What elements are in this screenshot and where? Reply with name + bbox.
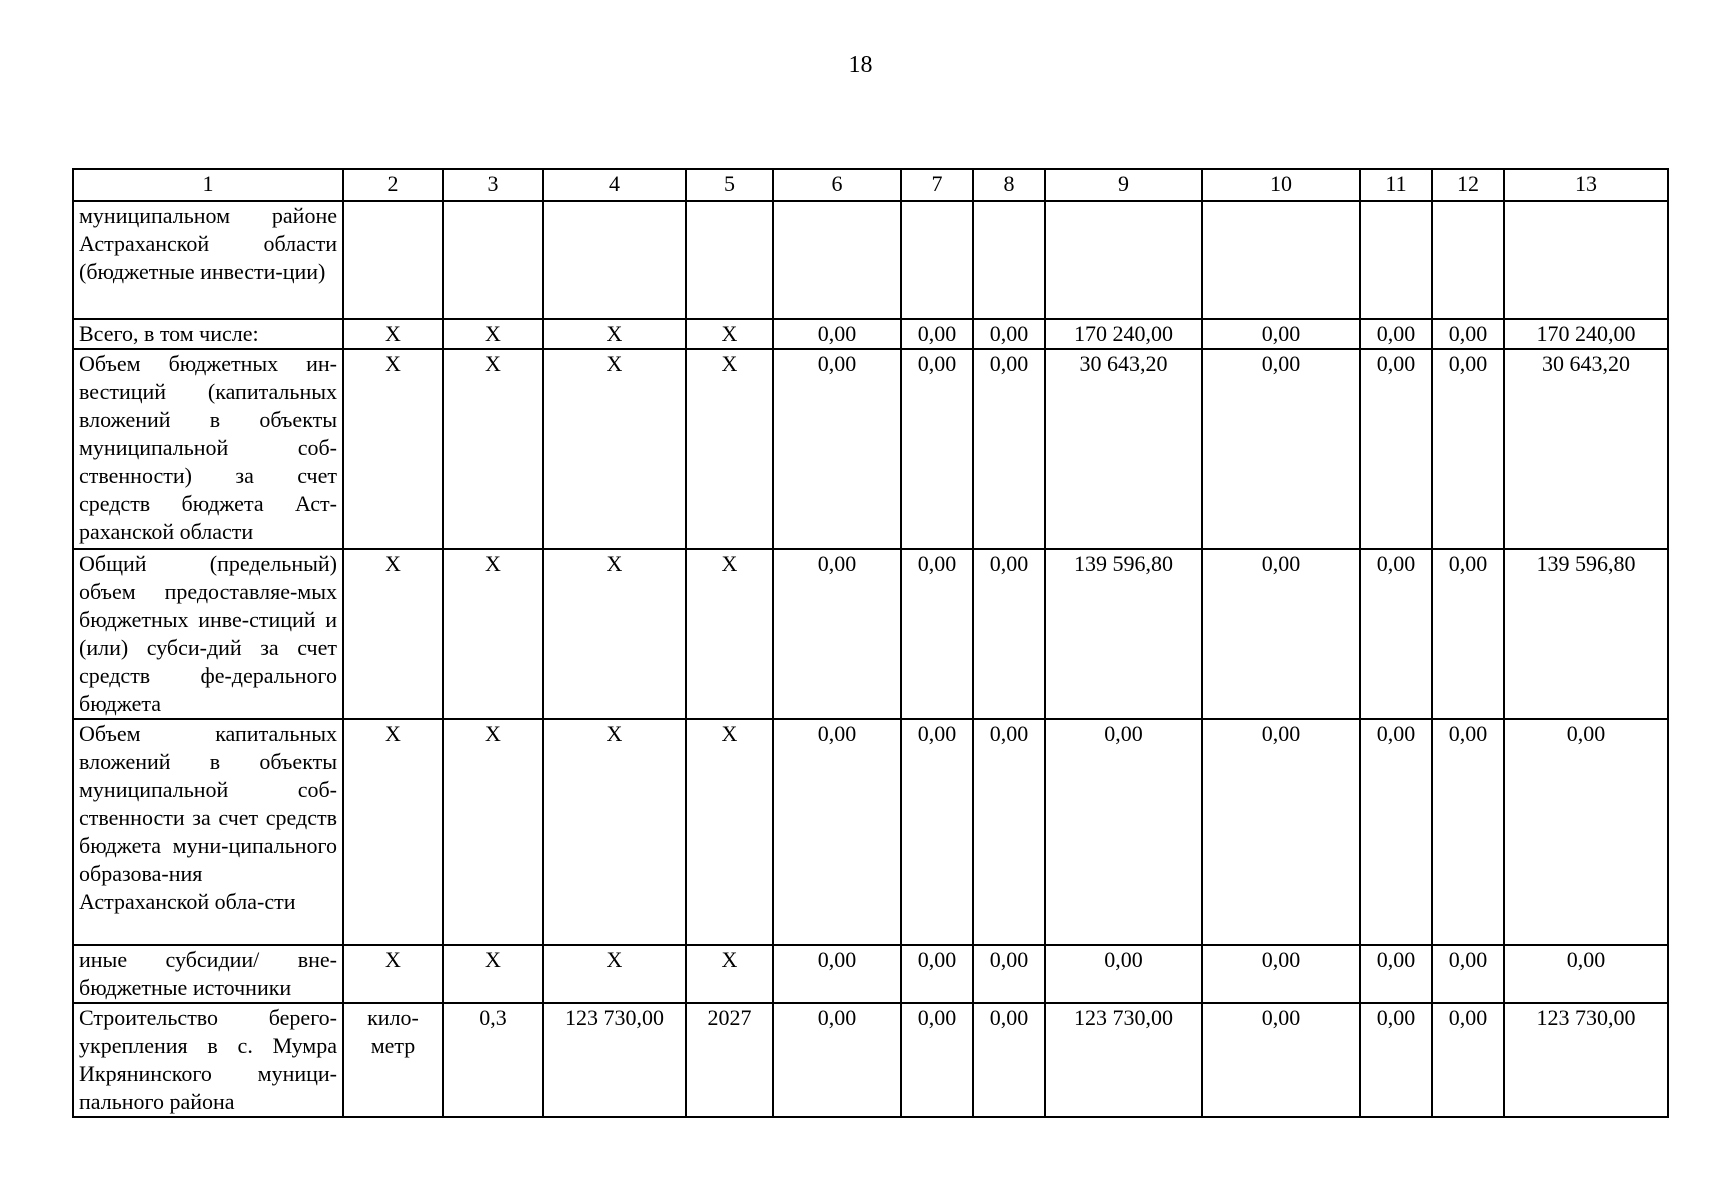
table-cell: 0,00 <box>901 349 973 549</box>
row-description: Общий (предельный) объем предоставляе-мых бюджетных инве-стиций и (или) субси-дий за счет средств фе-дерального бюджета <box>73 549 343 719</box>
table-cell: 0,00 <box>1202 349 1360 549</box>
table-row <box>73 201 1668 319</box>
table-cell: 0,00 <box>1360 719 1432 945</box>
table-cell: 139 596,80 <box>1504 549 1668 719</box>
table-cell: Х <box>443 349 543 549</box>
table-cell: 0,00 <box>773 719 901 945</box>
table-cell <box>1202 201 1360 319</box>
table-cell: 0,00 <box>1360 1003 1432 1117</box>
table-cell: 0,00 <box>1432 1003 1504 1117</box>
table-cell: 0,00 <box>973 319 1045 349</box>
column-header: 9 <box>1045 169 1202 201</box>
column-header: 1 <box>73 169 343 201</box>
table-cell: 0,00 <box>1360 319 1432 349</box>
table-cell: Х <box>343 719 443 945</box>
table-cell: Х <box>686 945 773 1003</box>
table-cell: Х <box>443 945 543 1003</box>
table-cell: Х <box>543 549 686 719</box>
table-cell: 0,00 <box>1202 719 1360 945</box>
table-cell: 0,00 <box>901 719 973 945</box>
table-cell: 0,00 <box>973 549 1045 719</box>
table-cell <box>773 201 901 319</box>
table-cell <box>686 201 773 319</box>
table-cell: Х <box>443 719 543 945</box>
table-cell: Х <box>443 319 543 349</box>
table-cell: 0,00 <box>1360 549 1432 719</box>
table-cell: 170 240,00 <box>1045 319 1202 349</box>
table-cell: 0,00 <box>901 1003 973 1117</box>
row-description: иные субсидии/ вне-бюджетные источники <box>73 945 343 1003</box>
table-cell: 123 730,00 <box>543 1003 686 1117</box>
row-description: муниципальном районе Астраханской области (бюджетные инвести-ции) <box>73 201 343 319</box>
table-row <box>73 319 1668 349</box>
table-cell: 0,00 <box>1202 1003 1360 1117</box>
table-cell: 123 730,00 <box>1045 1003 1202 1117</box>
table-cell: 0,00 <box>973 719 1045 945</box>
row-description: Объем бюджетных ин-вестиций (капитальных вложений в объекты муниципальной соб-ственности) за счет средств бюджета Аст-раханской области <box>73 349 343 549</box>
table-cell: 0,00 <box>1202 319 1360 349</box>
table-cell: 0,00 <box>901 319 973 349</box>
table-cell: 0,00 <box>1045 945 1202 1003</box>
table-cell: 0,3 <box>443 1003 543 1117</box>
table-cell: 30 643,20 <box>1504 349 1668 549</box>
table-cell: 139 596,80 <box>1045 549 1202 719</box>
table-cell: 0,00 <box>773 349 901 549</box>
column-header: 3 <box>443 169 543 201</box>
table-cell: 0,00 <box>773 319 901 349</box>
table-cell: 0,00 <box>901 945 973 1003</box>
table-cell <box>1504 201 1668 319</box>
table-cell: кило-метр <box>343 1003 443 1117</box>
table-cell: Х <box>343 349 443 549</box>
table-cell <box>443 201 543 319</box>
table-cell: Х <box>343 945 443 1003</box>
table-cell: 0,00 <box>1202 549 1360 719</box>
table-cell: Х <box>343 549 443 719</box>
table-cell: Х <box>443 549 543 719</box>
table-cell: Х <box>543 349 686 549</box>
column-header: 6 <box>773 169 901 201</box>
table-cell: 0,00 <box>1432 319 1504 349</box>
column-header: 13 <box>1504 169 1668 201</box>
table-cell: 0,00 <box>973 349 1045 549</box>
table-row <box>73 945 1668 1003</box>
table-row <box>73 719 1668 945</box>
table-cell: 0,00 <box>773 1003 901 1117</box>
table-cell: 0,00 <box>1432 549 1504 719</box>
table-cell: 0,00 <box>1432 719 1504 945</box>
table-cell: 0,00 <box>1432 945 1504 1003</box>
table-cell <box>1432 201 1504 319</box>
table-cell: 0,00 <box>973 1003 1045 1117</box>
table-cell: 30 643,20 <box>1045 349 1202 549</box>
table-cell: 0,00 <box>1202 945 1360 1003</box>
table-cell: Х <box>686 319 773 349</box>
table-cell: Х <box>343 319 443 349</box>
table-cell: Х <box>543 719 686 945</box>
table-row <box>73 549 1668 719</box>
column-header: 8 <box>973 169 1045 201</box>
row-description: Строительство берего-укрепления в с. Мумра Икрянинского муници-пального района <box>73 1003 343 1117</box>
table-cell: Х <box>543 319 686 349</box>
table-cell <box>973 201 1045 319</box>
column-header: 12 <box>1432 169 1504 201</box>
row-description: Объем капитальных вложений в объекты муниципальной соб-ственности за счет средств бюджета муни-ципального образова-ния Астраханской обла-сти <box>73 719 343 945</box>
column-header: 10 <box>1202 169 1360 201</box>
table-cell: 170 240,00 <box>1504 319 1668 349</box>
table-cell <box>1360 201 1432 319</box>
table-cell: 0,00 <box>973 945 1045 1003</box>
table-cell <box>343 201 443 319</box>
table-cell: Х <box>686 719 773 945</box>
table-cell: 0,00 <box>1504 945 1668 1003</box>
table-cell: 0,00 <box>1432 349 1504 549</box>
table-cell: 0,00 <box>1504 719 1668 945</box>
table-row <box>73 1003 1668 1117</box>
table-cell <box>1045 201 1202 319</box>
column-header: 11 <box>1360 169 1432 201</box>
row-description: Всего, в том числе: <box>73 319 343 349</box>
table-cell <box>543 201 686 319</box>
table-cell: Х <box>686 349 773 549</box>
table-cell: 0,00 <box>773 549 901 719</box>
budget-table <box>72 168 1669 1118</box>
table-cell: 0,00 <box>773 945 901 1003</box>
table-cell: 0,00 <box>1360 945 1432 1003</box>
table-cell: Х <box>543 945 686 1003</box>
table-cell: 123 730,00 <box>1504 1003 1668 1117</box>
column-header: 2 <box>343 169 443 201</box>
page-number: 18 <box>848 52 873 78</box>
table-cell: 0,00 <box>1360 349 1432 549</box>
table-cell <box>901 201 973 319</box>
column-number-row <box>73 169 1668 201</box>
table-row <box>73 349 1668 549</box>
column-header: 4 <box>543 169 686 201</box>
table-cell: 0,00 <box>901 549 973 719</box>
table-cell: Х <box>686 549 773 719</box>
column-header: 5 <box>686 169 773 201</box>
column-header: 7 <box>901 169 973 201</box>
table-cell: 2027 <box>686 1003 773 1117</box>
table-cell: 0,00 <box>1045 719 1202 945</box>
